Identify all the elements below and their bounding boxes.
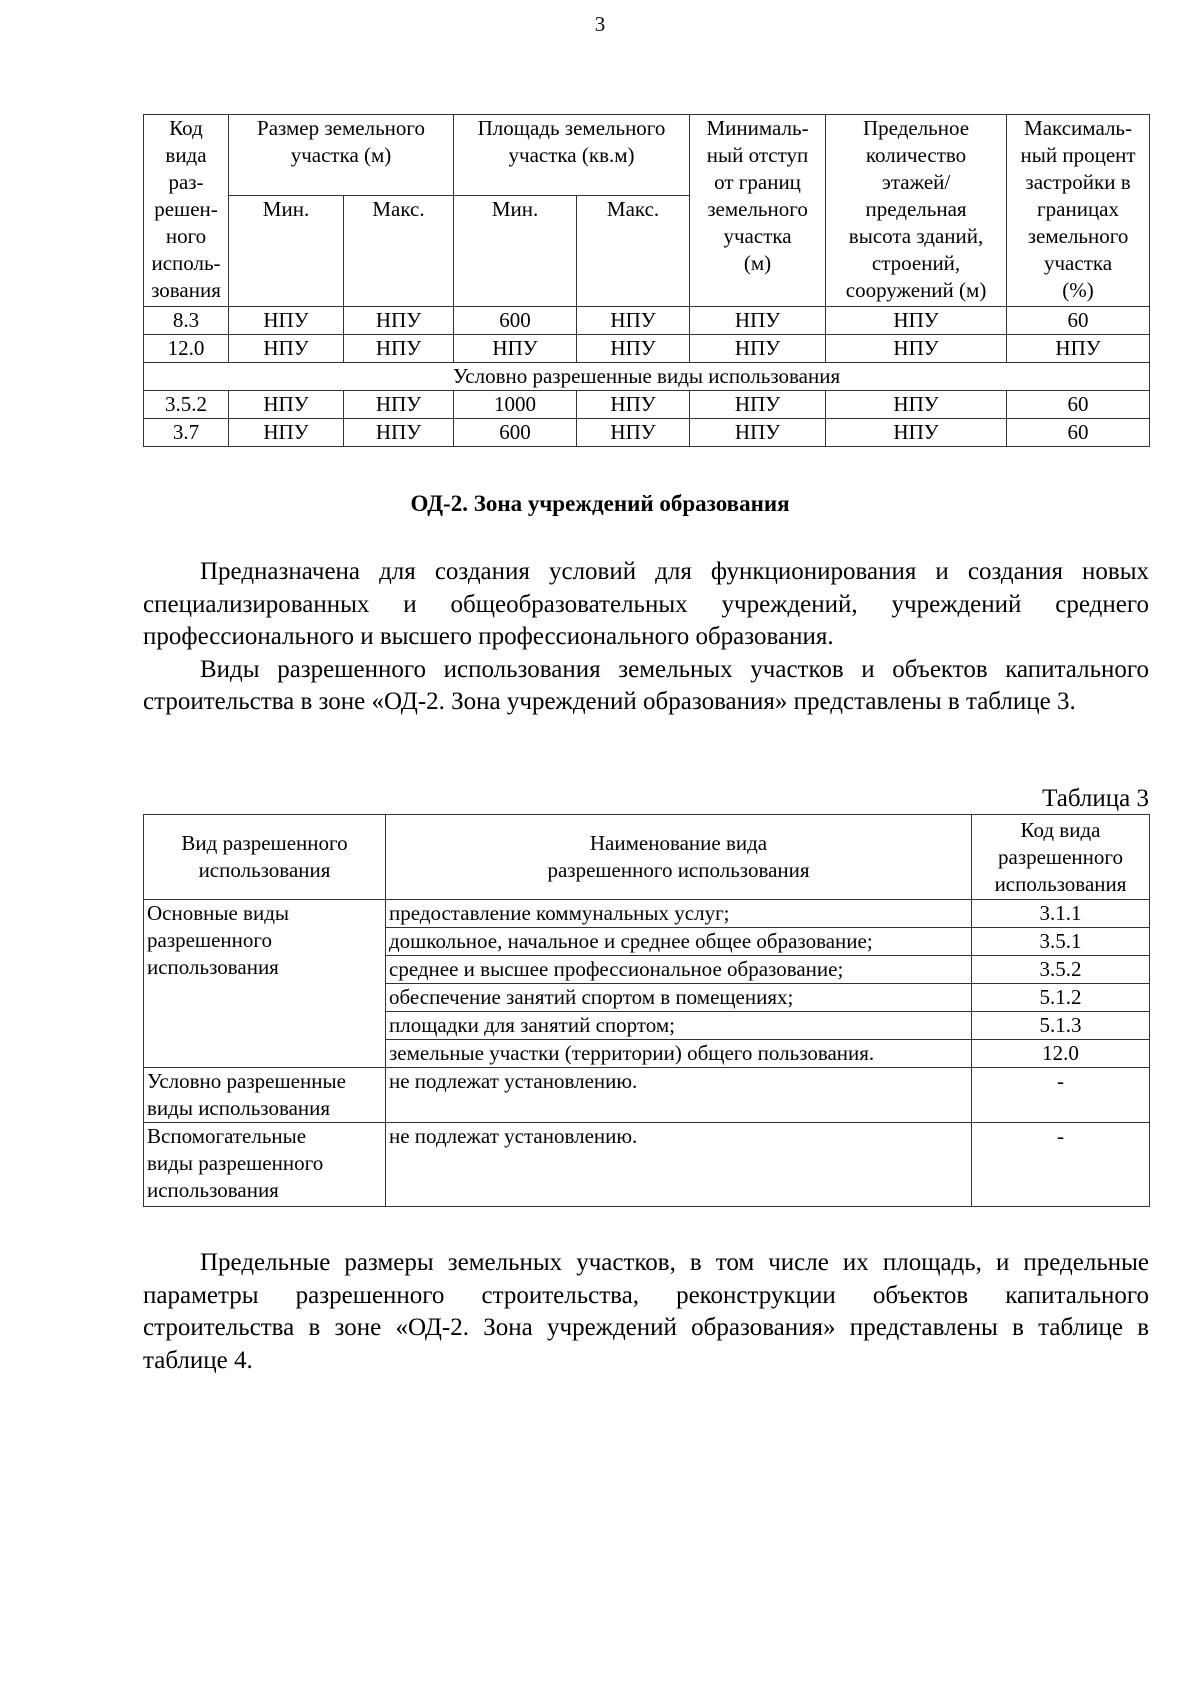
- cell: НПУ: [344, 335, 454, 363]
- cell: НПУ: [344, 391, 454, 419]
- item-name: среднее и высшее профессиональное образование;: [386, 956, 972, 984]
- item-code: 3.5.1: [972, 928, 1150, 956]
- cell: НПУ: [344, 307, 454, 335]
- cell: 600: [454, 307, 577, 335]
- header-min-offset: Минималь- ный отступ от границ земельного участка (м): [690, 115, 826, 307]
- item-code: 3.5.2: [972, 956, 1150, 984]
- cell: 1000: [454, 391, 577, 419]
- cell: НПУ: [690, 335, 826, 363]
- item-name: не подлежат установлению.: [386, 1123, 972, 1207]
- closing-text: [143, 1247, 1149, 1377]
- header-kind: Вид разрешенного использования: [144, 815, 386, 900]
- cell: НПУ: [690, 307, 826, 335]
- cell: 60: [1007, 391, 1150, 419]
- cell: НПУ: [826, 335, 1007, 363]
- cell: 60: [1007, 307, 1150, 335]
- cell: НПУ: [454, 335, 577, 363]
- header-floors: Предельное количество этажей/ предельная высота зданий, строений, сооружений (м): [826, 115, 1007, 307]
- header-code: Код вида раз- решен- ного исполь- зования: [144, 115, 229, 307]
- cell: НПУ: [229, 335, 344, 363]
- item-code: 5.1.2: [972, 984, 1150, 1012]
- item-code: 3.1.1: [972, 900, 1150, 928]
- item-code: -: [972, 1068, 1150, 1123]
- cell: НПУ: [826, 419, 1007, 447]
- item-name: не подлежат установлению.: [386, 1068, 972, 1123]
- table-row: [144, 1068, 1150, 1123]
- cell: 12.0: [144, 335, 229, 363]
- table-row: [144, 391, 1150, 419]
- cell: 600: [454, 419, 577, 447]
- cell: НПУ: [229, 419, 344, 447]
- header-size-max: Макс.: [344, 196, 454, 307]
- cell: НПУ: [577, 307, 690, 335]
- paragraph: Предназначена для создания условий для функционирования и создания новых специализированных и общеобразовательных учреждений, учреждений среднего профессионального и высшего профессионального образования.: [143, 558, 1149, 650]
- cell: 8.3: [144, 307, 229, 335]
- paragraph: Предельные размеры земельных участков, в том числе их площадь, и предельные параметры разрешенного строительства, реконструкции объектов капитального строительства в зоне «ОД-2. Зона учреждений образования» представлены в таблице в таблице 4.: [143, 1249, 1149, 1374]
- cell: НПУ: [229, 307, 344, 335]
- header-size-min: Мин.: [229, 196, 344, 307]
- item-code: 12.0: [972, 1040, 1150, 1068]
- intro-text: [143, 556, 1149, 719]
- item-name: земельные участки (территории) общего пользования.: [386, 1040, 972, 1068]
- table-header-row: [144, 115, 1150, 196]
- item-name: предоставление коммунальных услуг;: [386, 900, 972, 928]
- paragraph: Виды разрешенного использования земельных участков и объектов капитального строительства в зоне «ОД-2. Зона учреждений образования» представлены в таблице 3.: [143, 655, 1149, 715]
- table-caption: Таблица 3: [1042, 785, 1149, 812]
- cell: НПУ: [344, 419, 454, 447]
- cell: НПУ: [229, 391, 344, 419]
- cell: НПУ: [1007, 335, 1150, 363]
- group-label: Условно разрешенные виды использования: [144, 1068, 386, 1123]
- item-name: площадки для занятий спортом;: [386, 1012, 972, 1040]
- table-row: [144, 1123, 1150, 1207]
- table-section-row: [144, 363, 1150, 391]
- cell: 3.5.2: [144, 391, 229, 419]
- cell: НПУ: [826, 307, 1007, 335]
- group-label: Основные виды разрешенного использования: [144, 900, 386, 1068]
- item-code: 5.1.3: [972, 1012, 1150, 1040]
- group-label: Вспомогательные виды разрешенного использования: [144, 1123, 386, 1207]
- table-row: [144, 900, 1150, 928]
- cell: 60: [1007, 419, 1150, 447]
- header-code: Код вида разрешенного использования: [972, 815, 1150, 900]
- page-number: 3: [594, 12, 606, 36]
- land-use-table: [143, 814, 1150, 1207]
- item-name: обеспечение занятий спортом в помещениях;: [386, 984, 972, 1012]
- header-area-min: Мин.: [454, 196, 577, 307]
- table-row: [144, 335, 1150, 363]
- cell: НПУ: [826, 391, 1007, 419]
- item-code: -: [972, 1123, 1150, 1207]
- cell: НПУ: [690, 391, 826, 419]
- header-size: Размер земельного участка (м): [229, 115, 454, 196]
- item-name: дошкольное, начальное и среднее общее образование;: [386, 928, 972, 956]
- table-header-row: [144, 815, 1150, 900]
- header-max-percent: Максималь- ный процент застройки в границах земельного участка (%): [1007, 115, 1150, 307]
- table-row: [144, 419, 1150, 447]
- section-label: Условно разрешенные виды использования: [144, 363, 1150, 391]
- header-area-max: Макс.: [577, 196, 690, 307]
- cell: НПУ: [690, 419, 826, 447]
- cell: НПУ: [577, 419, 690, 447]
- parameters-table: [143, 114, 1150, 447]
- cell: 3.7: [144, 419, 229, 447]
- cell: НПУ: [577, 391, 690, 419]
- section-heading: ОД-2. Зона учреждений образования: [410, 491, 790, 516]
- table-row: [144, 307, 1150, 335]
- cell: НПУ: [577, 335, 690, 363]
- header-name: Наименование вида разрешенного использования: [386, 815, 972, 900]
- header-area: Площадь земельного участка (кв.м): [454, 115, 690, 196]
